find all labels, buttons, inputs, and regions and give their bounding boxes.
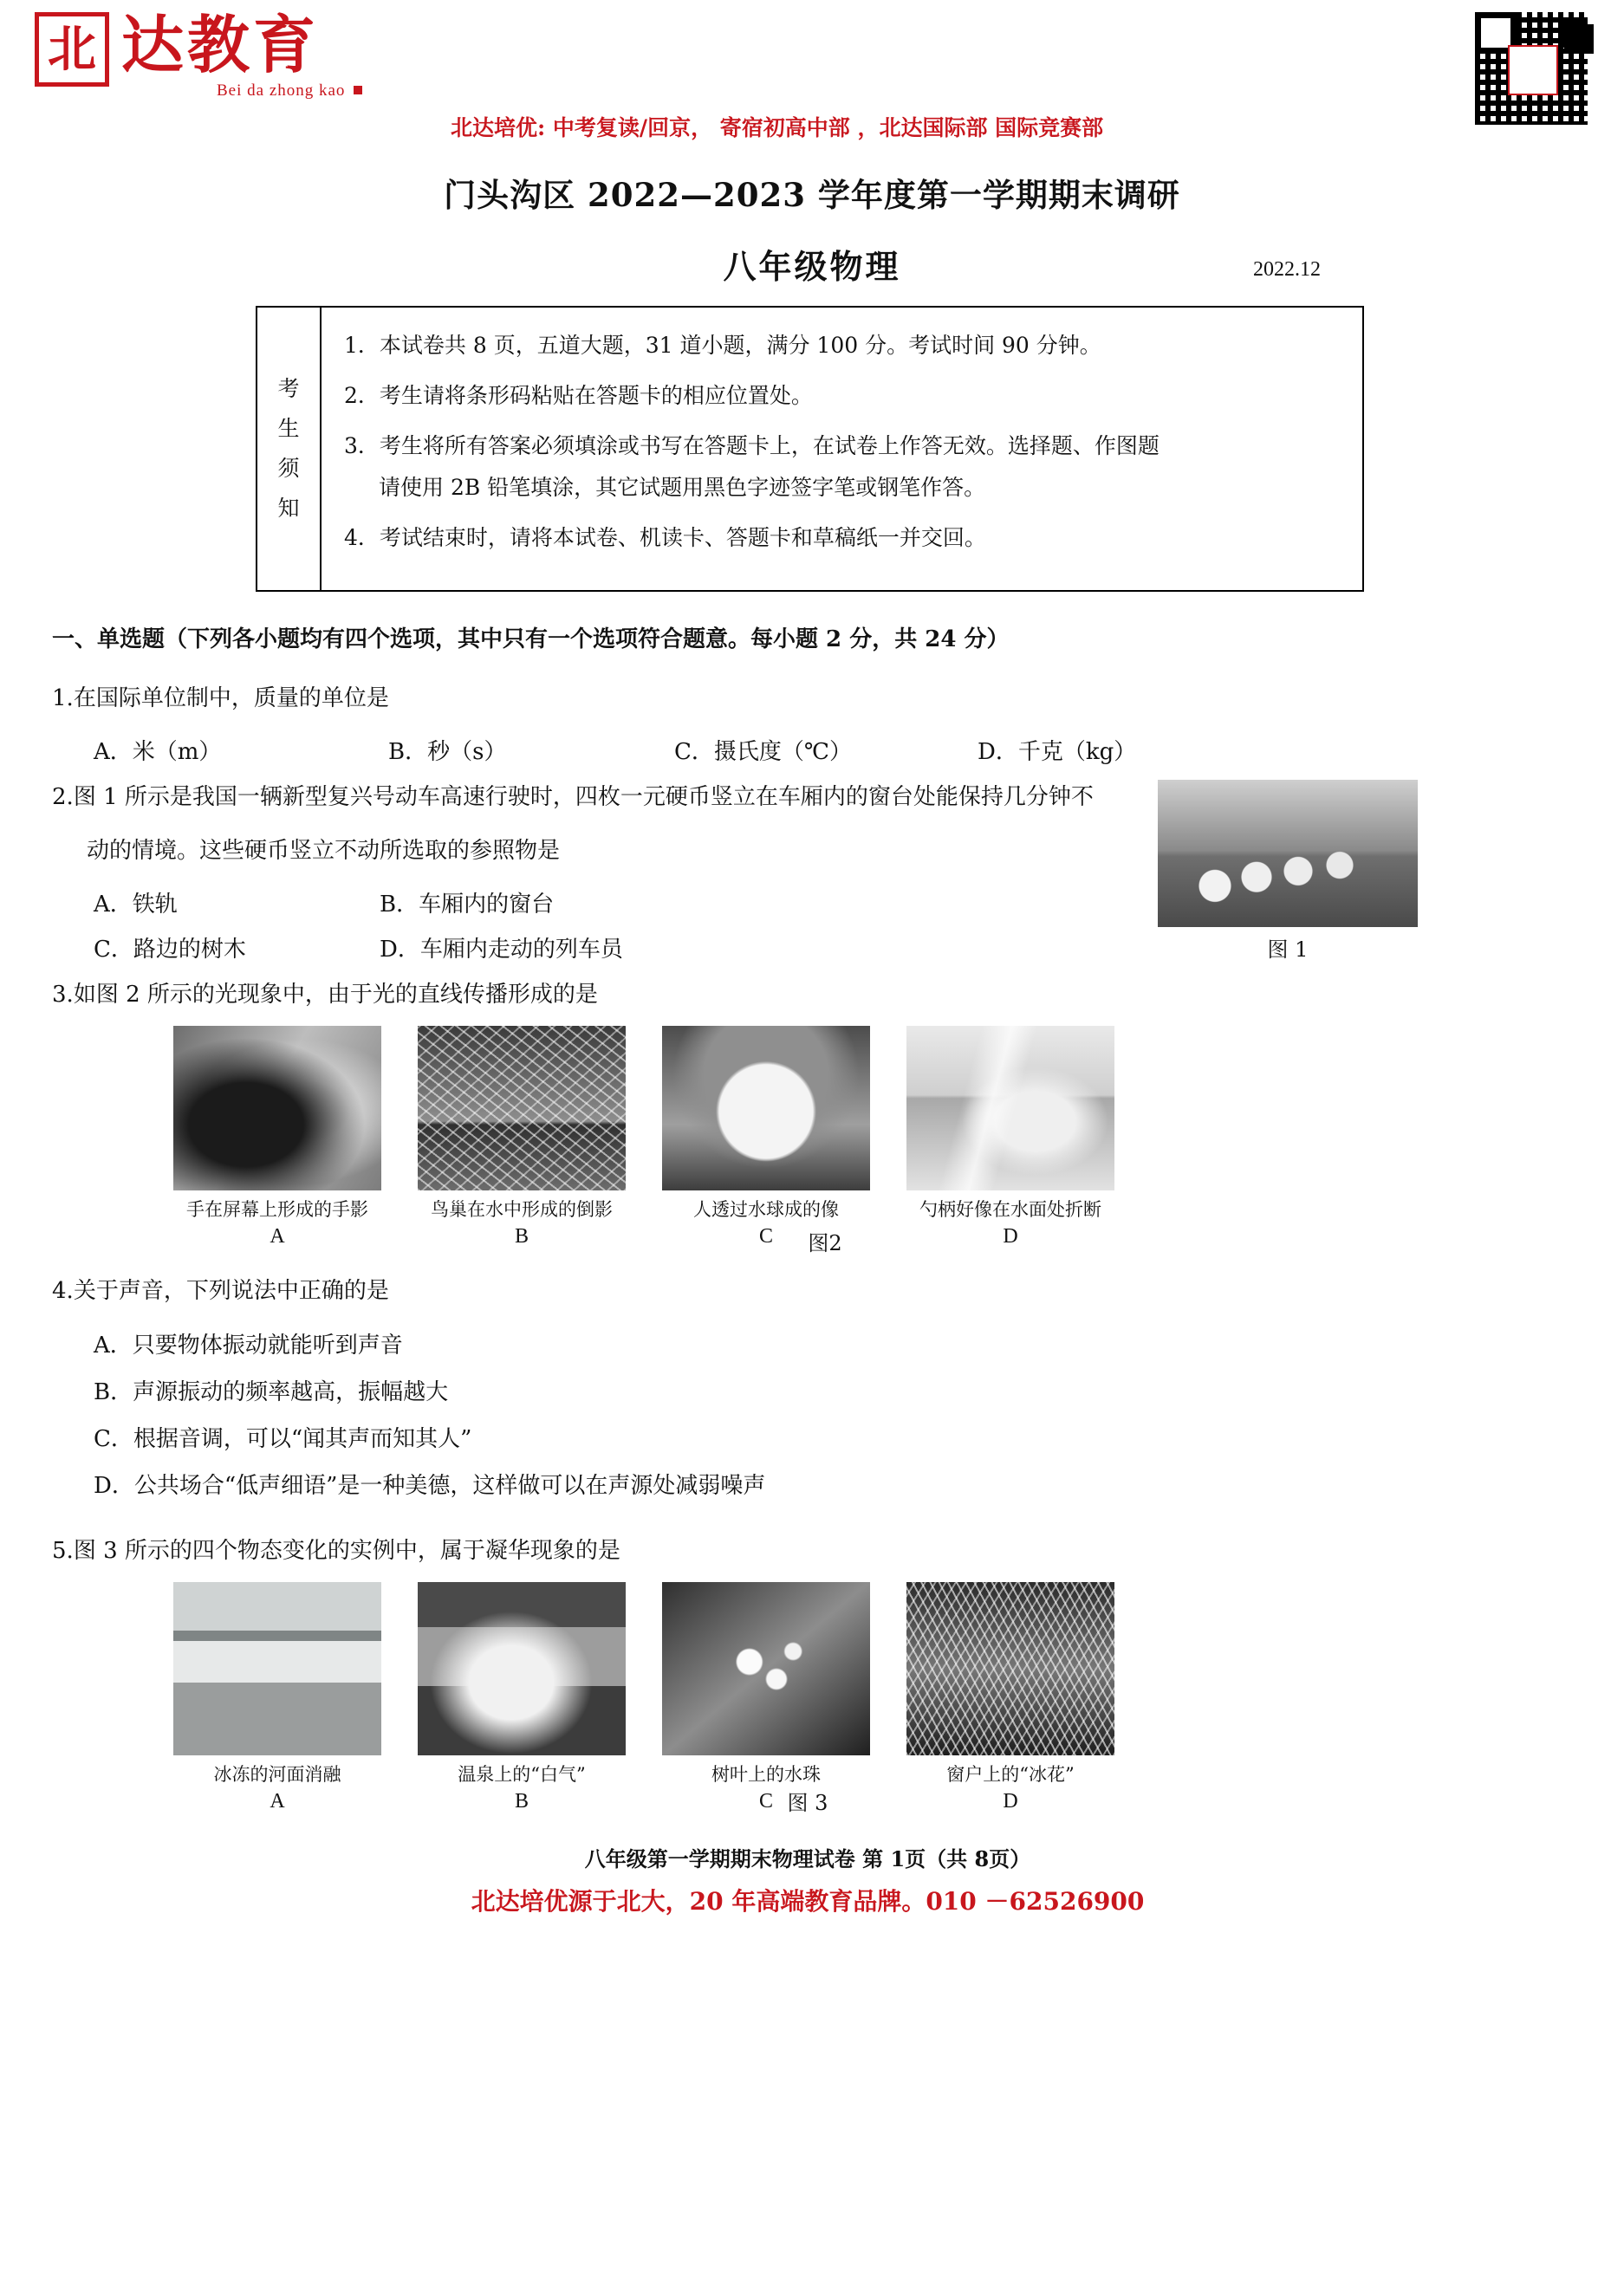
figure-cell	[418, 1582, 626, 1813]
notice-label-c2: 生	[277, 416, 300, 441]
figure-cell-caption: 鸟巢在水中形成的倒影	[431, 1199, 613, 1220]
brand-name-en: Bei da zhong kao	[217, 81, 362, 101]
option-b[interactable]: B．声源振动的频率越高，振幅越大	[94, 1379, 449, 1405]
figure-cell-letter[interactable]: D	[1003, 1790, 1018, 1813]
question-2-stem-cont: 动的情境。这些硬币竖立不动所选取的参照物是	[87, 838, 561, 864]
option-a[interactable]: A．只要物体振动就能听到声音	[94, 1333, 403, 1359]
question-5-figure-grid	[52, 1582, 1563, 1813]
coins-on-train-windowsill-photo	[1158, 780, 1418, 927]
figure-cell-letter[interactable]: C	[758, 1790, 773, 1813]
question-3-stem: 3.如图 2 所示的光现象中，由于光的直线传播形成的是	[52, 982, 598, 1008]
option-b[interactable]: B．车厢内的窗台	[380, 892, 555, 918]
notice-label-c3: 须	[277, 456, 300, 481]
hot-spring-steam-photo	[418, 1582, 626, 1755]
option-c[interactable]: C．摄氏度（℃）	[674, 739, 852, 765]
brand-seal-icon: 北	[35, 12, 109, 87]
option-a[interactable]: A．铁轨	[94, 892, 178, 918]
notice-label-c4: 知	[277, 496, 300, 521]
exam-subject-row	[0, 240, 1624, 285]
option-c[interactable]: C．根据音调，可以“闻其声而知其人”	[94, 1426, 472, 1452]
brand-text	[121, 8, 362, 101]
figure-cell	[418, 1026, 626, 1249]
brand-square-icon	[354, 86, 362, 94]
footer-contact: 北达培优源于北大，20 年高端教育品牌。010 －62526900	[471, 1887, 1145, 1916]
question-1	[52, 676, 1563, 775]
question-4-stem: 4.关于声音，下列说法中正确的是	[52, 1278, 389, 1304]
figure-cell-caption: 人透过水球成的像	[693, 1199, 839, 1220]
option-d[interactable]: D．车厢内走动的列车员	[380, 937, 623, 963]
brand-logo	[35, 8, 362, 101]
figure-cell	[906, 1582, 1114, 1813]
dew-on-leaf-photo	[662, 1582, 870, 1755]
figure-cell	[173, 1026, 381, 1249]
figure-cell	[662, 1026, 870, 1249]
exam-subject: 八年级物理	[723, 247, 901, 286]
option-d[interactable]: D．公共场合“低声细语”是一种美德，这样做可以在声源处减弱噪声	[94, 1473, 766, 1499]
spoon-refraction-photo	[906, 1026, 1114, 1190]
notice-item-line-cont: 请使用 2B 铅笔填涂，其它试题用黑色字迹签字笔或钢笔作答。	[379, 475, 986, 500]
figure-cell-caption: 勺柄好像在水面处折断	[919, 1199, 1101, 1220]
figure-cell-letter[interactable]: B	[514, 1225, 529, 1248]
page-header	[0, 0, 1624, 160]
figure-cell-caption: 窗户上的“冰花”	[946, 1764, 1075, 1785]
notice-label	[257, 308, 322, 590]
figure-cell-letter[interactable]: A	[270, 1225, 285, 1248]
figure-cell-caption: 冰冻的河面消融	[213, 1764, 341, 1785]
figure-cell-letter[interactable]: D	[1003, 1225, 1018, 1248]
question-2	[52, 775, 1563, 972]
hand-shadow-photo	[173, 1026, 381, 1190]
question-1-options	[52, 730, 1563, 775]
exam-date: 2022.12	[1253, 258, 1321, 281]
figure-cell-caption: 温泉上的“白气”	[458, 1764, 586, 1785]
brand-name-cn: 达教育	[121, 8, 320, 81]
figure-cell-caption: 树叶上的水珠	[711, 1764, 821, 1785]
section-heading: 一、单选题（下列各小题均有四个选项，其中只有一个选项符合题意。每小题 2 分，共 24 分）	[52, 626, 1010, 652]
question-5-stem: 5.图 3 所示的四个物态变化的实例中，属于凝华现象的是	[52, 1538, 620, 1564]
question-2-figure	[1158, 780, 1418, 963]
figure-cell	[662, 1582, 870, 1813]
figure-cell-letter[interactable]: A	[270, 1790, 285, 1813]
option-d[interactable]: D．千克（kg）	[978, 739, 1137, 765]
question-5	[52, 1528, 1563, 1816]
figure-cell-letter[interactable]: C	[758, 1225, 773, 1248]
qr-code-icon	[1475, 12, 1588, 125]
notice-item: 4．考试结束时，请将本试卷、机读卡、答题卡和草稿纸一并交回。	[344, 525, 986, 550]
notice-item: 2．考生请将条形码粘贴在答题卡的相应位置处。	[344, 383, 813, 408]
question-1-stem: 1.在国际单位制中，质量的单位是	[52, 685, 389, 711]
question-2-stem: 2.图 1 所示是我国一辆新型复兴号动车高速行驶时，四枚一元硬币竖立在车厢内的窗台处能保持几分钟不	[52, 784, 1094, 810]
footer-page-info: 八年级第一学期期末物理试卷 第 1页（共 8页）	[584, 1846, 1031, 1871]
exam-title: 门头沟区 2022—2023 学年度第一学期期末调研	[444, 176, 1180, 214]
page-footer	[52, 1842, 1563, 1917]
notice-item	[344, 425, 1343, 509]
question-5-figure-label: 图 3	[787, 1791, 828, 1815]
frost-on-window-photo	[906, 1582, 1114, 1755]
option-c[interactable]: C．路边的树木	[94, 937, 246, 963]
question-3	[52, 972, 1563, 1256]
figure-cell-letter[interactable]: B	[514, 1790, 529, 1813]
question-3-figure-grid	[52, 1026, 1563, 1249]
candidate-notice-box	[256, 306, 1364, 592]
question-4	[52, 1268, 1563, 1509]
notice-item: 1．本试卷共 8 页，五道大题，31 道小题，满分 100 分。考试时间 90 分钟。	[344, 333, 1101, 358]
figure-cell	[173, 1582, 381, 1813]
birds-nest-reflection-photo	[418, 1026, 626, 1190]
notice-body	[322, 308, 1362, 590]
option-b[interactable]: B．秒（s）	[388, 739, 507, 765]
exam-content	[0, 621, 1624, 1917]
notice-label-c1: 考	[277, 376, 300, 401]
melting-river-ice-photo	[173, 1582, 381, 1755]
promo-banner: 北达培优: 中考复读/回京， 寄宿初高中部 ，北达国际部 国际竞赛部	[451, 115, 1104, 140]
water-ball-image-photo	[662, 1026, 870, 1190]
option-a[interactable]: A．米（m）	[94, 739, 222, 765]
figure-cell-caption: 手在屏幕上形成的手影	[186, 1199, 368, 1220]
question-2-figure-caption: 图 1	[1267, 937, 1309, 962]
notice-item-line: 3．考生将所有答案必须填涂或书写在答题卡上，在试卷上作答无效。选择题、作图题	[344, 433, 1160, 458]
figure-cell	[906, 1026, 1114, 1249]
question-3-figure-label: 图2	[808, 1231, 842, 1255]
